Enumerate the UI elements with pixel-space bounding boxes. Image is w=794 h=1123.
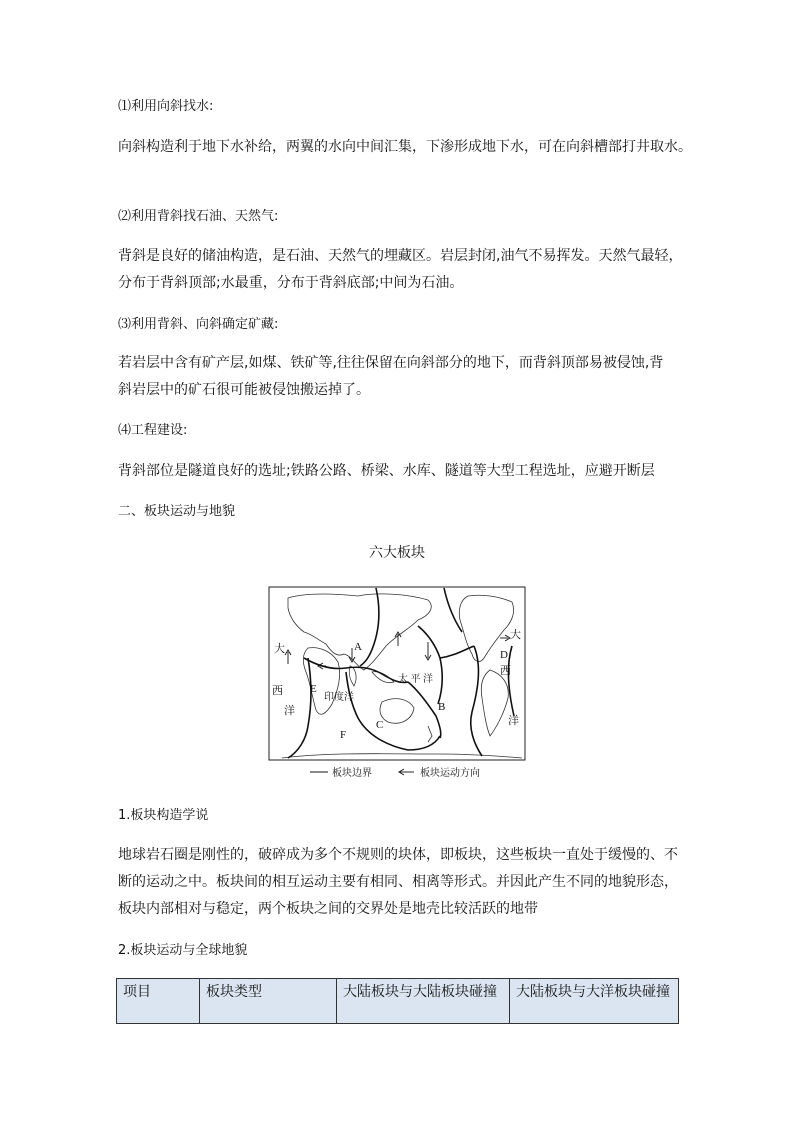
section-1-heading: ⑴利用向斜找水: bbox=[118, 99, 214, 114]
table-header-row bbox=[117, 979, 679, 1024]
label-xi-right: 西 bbox=[500, 665, 511, 677]
section-3-heading: ⑶利用背斜、向斜确定矿藏: bbox=[118, 317, 279, 332]
table-header-cell-type: 板块类型 bbox=[200, 979, 337, 1024]
label-xi-left: 西 bbox=[272, 685, 283, 697]
section-1-text: 向斜构造利于地下水补给，两翼的水向中间汇集，下渗形成地下水，可在向斜槽部打井取水。 bbox=[118, 139, 692, 155]
section-4-heading: ⑷工程建设: bbox=[118, 423, 188, 438]
label-plate-a: A bbox=[354, 641, 362, 653]
label-indian-ocean: 印度洋 bbox=[324, 692, 354, 703]
theory-line-2: 断的运动之中。板块间的相互运动主要有相同、相离等形式。并因此产生不同的地貌形态， bbox=[118, 874, 678, 890]
label-yang-left: 洋 bbox=[284, 705, 295, 717]
table-header-cell-item: 项目 bbox=[117, 979, 200, 1024]
legend-direction-label: 板块运动方向 bbox=[420, 768, 480, 779]
landform-heading: 2.板块运动与全球地貌 bbox=[118, 943, 248, 958]
landform-table bbox=[116, 978, 679, 1024]
theory-line-3: 板块内部相对与稳定，两个板块之间的交界处是地壳比较活跃的地带 bbox=[118, 901, 538, 917]
section-3-line-2: 斜岩层中的矿石很可能被侵蚀搬运掉了。 bbox=[118, 382, 370, 398]
section-2-line-2: 分布于背斜顶部;水最重，分布于背斜底部;中间为石油。 bbox=[118, 275, 464, 291]
section-4-text: 背斜部位是隧道良好的选址;铁路公路、桥梁、水库、隧道等大型工程选址，应避开断层 bbox=[118, 463, 655, 479]
label-da-left: 大 bbox=[274, 643, 285, 655]
label-da-right: 大 bbox=[510, 629, 521, 641]
figure-title: 六大板块 bbox=[369, 545, 425, 561]
label-plate-b: B bbox=[438, 701, 446, 713]
label-yang-right: 洋 bbox=[508, 715, 519, 727]
label-plate-f: F bbox=[340, 729, 347, 741]
plate-map bbox=[268, 586, 526, 781]
section-2-line-1: 背斜是良好的储油构造，是石油、天然气的埋藏区。岩层封闭,油气不易挥发。天然气最轻， bbox=[118, 248, 683, 264]
label-plate-c: C bbox=[376, 719, 384, 731]
label-plate-e: E bbox=[310, 683, 317, 695]
part-2-title: 二、板块运动与地貌 bbox=[118, 504, 236, 519]
label-plate-d: D bbox=[500, 649, 508, 661]
map-legend bbox=[310, 766, 480, 779]
label-pacific-ocean: 太 平 洋 bbox=[398, 674, 433, 685]
section-2-heading: ⑵利用背斜找石油、天然气: bbox=[118, 209, 279, 224]
theory-heading: 1.板块构造学说 bbox=[118, 808, 209, 823]
section-3-line-1: 若岩层中含有矿产层,如煤、铁矿等,往往保留在向斜部分的地下，而背斜顶部易被侵蚀,背 bbox=[118, 355, 664, 371]
theory-line-1: 地球岩石圈是刚性的，破碎成为多个不规则的块体，即板块，这些板块一直处于缓慢的、不 bbox=[118, 847, 678, 863]
legend-boundary-label: 板块边界 bbox=[332, 768, 372, 779]
table-header-cell-continental-continental: 大陆板块与大陆板块碰撞 bbox=[337, 979, 510, 1024]
table-header-cell-continental-oceanic: 大陆板块与大洋板块碰撞 bbox=[510, 979, 679, 1024]
